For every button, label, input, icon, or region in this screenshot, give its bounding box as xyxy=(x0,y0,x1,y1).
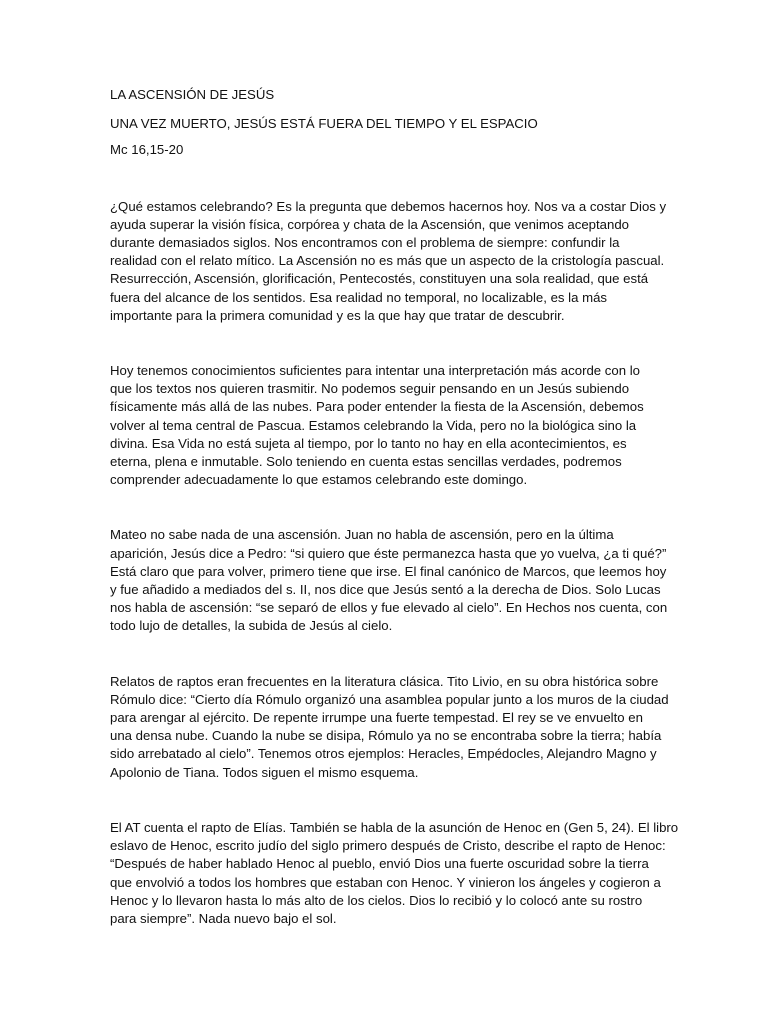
text-line: ayuda superar la visión física, corpórea y chata de la Ascensión, que venimos aceptando xyxy=(110,216,630,232)
text-line: que los textos nos quieren trasmitir. No podemos seguir pensando en un Jesús subiendo xyxy=(110,381,630,397)
text-line: para arengar al ejército. De repente irrumpe una fuerte tempestad. El rey se ve envuelto en xyxy=(110,710,643,726)
text-line: que envolvió a todos los hombres que estaban con Henoc. Y vinieron los ángeles y cogieron a xyxy=(110,874,661,890)
text-line: sido arrebatado al cielo”. Tenemos otros ejemplos: Heracles, Empédocles, Alejandro Magno y xyxy=(110,746,657,762)
text-line: aparición, Jesús dice a Pedro: “si quiero que éste permanezca hasta que yo vuelva, ¿a ti qué?” xyxy=(110,545,667,561)
text-line: físicamente más allá de las nubes. Para poder entender la fiesta de la Ascensión, debemos xyxy=(110,399,644,415)
text-line: eslavo de Henoc, escrito judío del siglo primero después de Cristo, describe el rapto de Henoc: xyxy=(110,838,666,854)
text-line: divina. Esa Vida no está sujeta al tiempo, por lo tanto no hay en ella acontecimientos, es xyxy=(110,435,627,451)
text-line: Henoc y lo llevaron hasta lo más alto de los cielos. Dios lo recibió y lo colocó ante su rostro xyxy=(110,892,643,908)
paragraph-1 xyxy=(110,198,667,325)
text-line: Relatos de raptos eran frecuentes en la literatura clásica. Tito Livio, en su obra histórica sobre xyxy=(110,673,659,689)
text-line: Apolonio de Tiana. Todos siguen el mismo esquema. xyxy=(110,764,419,780)
paragraph-2 xyxy=(110,362,662,489)
text-line: Está claro que para volver, primero tiene que irse. El final canónico de Marcos, que leemos hoy xyxy=(110,563,667,579)
text-line: Resurrección, Ascensión, glorificación, Pentecostés, constituyen una sola realidad, que está xyxy=(110,271,649,287)
text-line: volver al tema central de Pascua. Estamos celebrando la Vida, pero no la biológica sino la xyxy=(110,417,637,433)
text-line: Mateo no sabe nada de una ascensión. Juan no habla de ascensión, pero en la última xyxy=(110,527,614,543)
text-line: realidad con el relato mítico. La Ascensión no es más que un aspecto de la cristología pascual. xyxy=(110,253,665,269)
text-line: Hoy tenemos conocimientos suficientes para intentar una interpretación más acorde con lo xyxy=(110,363,640,379)
text-line: ¿Qué estamos celebrando? Es la pregunta que debemos hacernos hoy. Nos va a costar Dios y xyxy=(110,198,667,214)
bible-reference: Mc 16,15-20 xyxy=(110,142,184,158)
text-line: para siempre”. Nada nuevo bajo el sol. xyxy=(110,910,337,926)
text-line: una densa nube. Cuando la nube se disipa, Rómulo ya no se encontraba sobre la tierra; había xyxy=(110,728,662,744)
text-line: nos habla de ascensión: “se separó de ellos y fue elevado al cielo”. En Hechos nos cuenta, con xyxy=(110,600,668,616)
document-title: LA ASCENSIÓN DE JESÚS xyxy=(110,87,275,102)
paragraph-5 xyxy=(110,819,679,928)
text-line: eterna, plena e inmutable. Solo teniendo en cuenta estas sencillas verdades, podremos xyxy=(110,454,622,470)
text-line: todo lujo de detalles, la subida de Jesús al cielo. xyxy=(110,618,393,634)
text-line: importante para la primera comunidad y es la que hay que tratar de descubrir. xyxy=(110,307,565,323)
text-line: “Después de haber hablado Henoc al pueblo, envió Dios una fuerte oscuridad sobre la tierra xyxy=(110,856,649,872)
text-line: comprender adecuadamente lo que estamos celebrando este domingo. xyxy=(110,472,528,488)
paragraph-4 xyxy=(110,673,669,782)
paragraph-3 xyxy=(110,526,668,635)
document-body xyxy=(110,86,679,965)
text-line: El AT cuenta el rapto de Elías. También se habla de la asunción de Henoc en (Gen 5, 24). El libro xyxy=(110,819,679,835)
text-line: fuera del alcance de los sentidos. Esa realidad no temporal, no localizable, es la más xyxy=(110,289,608,305)
document-subtitle: UNA VEZ MUERTO, JESÚS ESTÁ FUERA DEL TIEMPO Y EL ESPACIO xyxy=(110,116,538,132)
text-line: Rómulo dice: “Cierto día Rómulo organizó una asamblea popular junto a los muros de la ciudad xyxy=(110,691,669,707)
text-line: durante demasiados siglos. Nos encontramos con el problema de siempre: confundir la xyxy=(110,235,620,251)
text-line: y fue añadido a mediados del s. II, nos dice que Jesús sentó a la derecha de Dios. Solo Lucas xyxy=(110,582,661,598)
